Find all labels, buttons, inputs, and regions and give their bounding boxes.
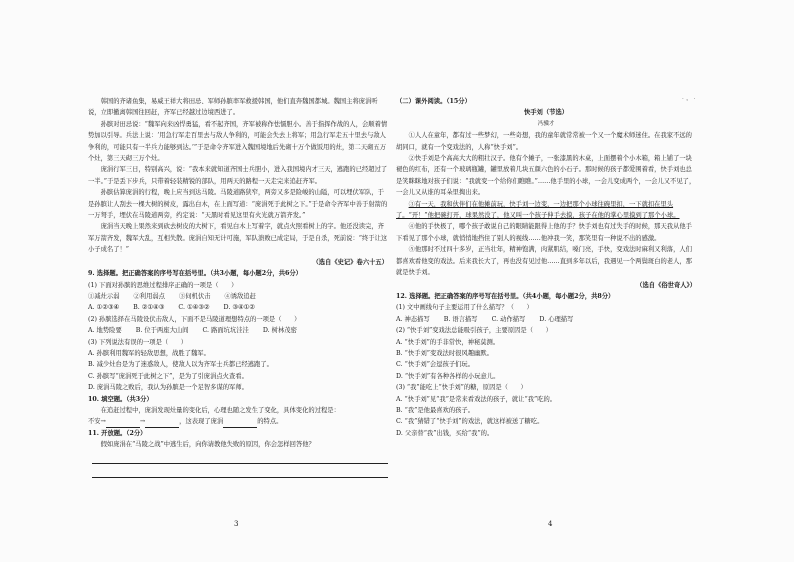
- option: C. “我”猜错了“快手刘”的戏法，就这样被送了糖吃。: [396, 418, 544, 426]
- question-9-3: (3) 下列说法有误的一项是（ ）: [88, 338, 188, 346]
- option: B. “快手刘”变戏法时很风趣幽默。: [396, 349, 493, 357]
- passage-author: 冯骥才: [537, 120, 555, 127]
- answer-blank[interactable]: [223, 420, 257, 428]
- option: C. ①④③②: [178, 304, 210, 312]
- answer-blank[interactable]: [145, 420, 179, 428]
- option: A. “快手刘”的手非常快，神秘莫测。: [396, 338, 500, 346]
- passage-paragraph: 庞涓行军三日，特别高兴，说：“我本来就知道齐国士兵胆小，进入我国境内才三天，逃跑的已经超过了一半。”于是丢下步兵，只带着轻装精锐的部队，用两天的路程一天走完来追赶齐军。: [88, 166, 388, 185]
- option: C. 路面坑坑洼洼: [202, 327, 249, 335]
- question-10-body: 在追赶过程中，庞涓发现灶量的变化后，心理也随之发生了变化，具体变化的过程是：: [100, 406, 340, 414]
- passage-paragraph: ⑤他那时不过四十多岁，正当壮年，精神饱满，肉紧肌结，嗓门亮，手快，变戏法时麻利又利落，人们都喜欢看他变的戏法。后来我长大了，再也没有见过他……直到多年以后，我遇见一个两鬓斑白的老人，那就是快手刘。: [396, 246, 692, 277]
- option: D. 心理描写: [539, 315, 574, 323]
- question-12-2: (2) “快手刘”变戏法总能吸引孩子，主要原因是（ ）: [396, 327, 552, 335]
- answer-blank[interactable]: [106, 420, 140, 428]
- question-12-stem: 12. 选择题。把正确答案的序号写在括号里。（共4小题，每小题2分，共8分）: [396, 292, 615, 300]
- option: D. “快手刘”有各种各样的小玩意儿。: [396, 372, 500, 380]
- passage-paragraph: ③有一天，我和伙伴们在他摊前玩，快手刘一边变，一边把那个小球往碗里扣，一下就扣在里头了。“开！”他把碗打开，球果然没了，他又叫一个孩子伸手去摸，孩子在他的掌心里摸到了那个小球。: [396, 200, 680, 220]
- question-9-1-options: [88, 302, 388, 313]
- option: A. 孙膑利用魏军的轻敌思想，战胜了魏军。: [88, 349, 210, 357]
- option: A. “快手刘”见“我”是常来看戏法的孩子，就让“我”吃的。: [396, 395, 557, 403]
- passage-paragraph: ①人人在童年，都有过一些梦幻，一些奇想，我的童年就常常被一个又一个魔术师迷住。在我家不远的胡同口，就有一个变戏法的，人称“快手刘”。: [396, 132, 692, 151]
- option: C. 动作描写: [491, 315, 526, 323]
- question-12-1-options: [396, 314, 696, 325]
- option: B. ②①④③: [133, 304, 165, 312]
- sequence-item: ②利用弱点: [133, 292, 165, 300]
- option: B. 位于两座大山间: [135, 327, 189, 335]
- passage-paragraph: ④他的手快极了，哪个孩子敢说自己的眼睛能跟得上他的手？快手刘也有过失手的时候，那天我从他手下看见了那个小球，就悄悄地挡住了别人的视线……他冲我一笑，那笑里有一种说不出的感激。: [396, 223, 692, 242]
- answer-line[interactable]: [92, 466, 388, 478]
- sequence-item: ①减灶示弱: [88, 292, 120, 300]
- sequence-item: ④诱敌追赶: [224, 292, 256, 300]
- passage-source: （选自《俗世奇人》）: [636, 281, 696, 289]
- option: D. 树林茂密: [262, 327, 297, 335]
- option: C. “快手刘”会逗孩子们玩。: [396, 361, 475, 369]
- question-9-1: (1) 下面对孙膑的思维过程排序正确的一项是（ ）: [88, 281, 238, 289]
- page-number: 3: [234, 520, 239, 528]
- page-number: 4: [548, 520, 553, 528]
- passage-title: 快手刘（节选）: [523, 109, 569, 117]
- option: B. 语言描写: [443, 315, 478, 323]
- question-9-2-options: [88, 325, 388, 336]
- passage-paragraph: 庞涓当天晚上果然来到砍去树皮的大树下，看见白木上写着字，就点火照看树上的字。他还没读完，齐军万箭齐发，魏军大乱，互相失散。庞涓自知无计可施，军队溃败已成定局，于是自杀，死前说：“终于让这小子成名了！”: [88, 223, 388, 254]
- question-12-1: (1) 文中画线句子主要运用了什么描写？（ ）: [396, 304, 533, 312]
- question-9-stem: 9. 选择题。把正确答案的序号写在括号里。（共3小题，每小题2分，共6分）: [88, 270, 302, 278]
- question-12-3: (3) “我”能吃上“快手刘”的糖，原因是（ ）: [396, 384, 527, 392]
- option: C. 孙膑写“庞涓死于此树之下”，是为了引庞涓点火查看。: [88, 372, 248, 380]
- option: A. 神态描写: [396, 315, 430, 323]
- passage-paragraph: 韩国的齐诸鱼集，易威王祥大将田忌、军师孙膑率军救援韩国，他们直奔魏国都城。魏国主将庞涓听说，立即撤离韩国往回赶，齐军已经越过边境西进了。: [88, 98, 378, 117]
- passage-source: （选自《史记》卷六十五）: [312, 258, 388, 266]
- option: D. 父亲替“我”出钱，买给“我”的。: [396, 429, 494, 437]
- section-heading: （二）课外阅读。（15分）: [396, 98, 471, 105]
- option: B. 减少灶台是为了迷惑敌人，使敌人以为齐军士兵都已经逃跑了。: [88, 361, 273, 369]
- passage-paragraph: 孙膑估算庞涓的行程，晚上应当到达马陵。马陵道路狭窄，两旁又多是险峻的山隘，可以埋伏军队，于是孙膑让人刮去一棵大树的树皮，露出白木，在上面写道：“庞涓死于此树之下。”于是命令齐军中善于射箭的一万弩手，埋伏在马陵道两旁，约定说：“天黑时看见这里有火光就万箭齐发。”: [88, 189, 388, 220]
- answer-line[interactable]: [92, 452, 388, 464]
- option: D. 庞涓马陵之败后，我认为孙膑是一个足智多谋的军师。: [88, 384, 248, 392]
- option: A. 地势险要: [88, 327, 122, 335]
- left-page: [88, 96, 388, 480]
- passage-paragraph: 孙膑对田忌说：“魏军向来凶悍勇猛，看不起齐国，齐军被称作怯懦胆小。善于指挥作战的人，会顺着情势加以引导。兵法上说：‘用急行军走百里去与敌人争利的，可能会失去上将军；用急行军走五十里去与敌人争利的，可能只有一半兵力能够到达。’”于是命令齐军进入魏国境地后先砌十万个做饭用的灶，第二天砌五万个灶，第三天砌三万个灶。: [88, 120, 388, 163]
- sequence-item: ③伺机伏击: [178, 292, 211, 300]
- question-10-stem: 10. 填空题。（共3分）: [88, 395, 153, 403]
- question-9-2: (2) 孙膑选择在马陵设伏击敌人，下面不是马陵道理想特点的一项是（ ）: [88, 315, 301, 323]
- passage-paragraph: ②快手刘是个高高大大的粗壮汉子。他有个摊子，一张漆黑的木桌，上面摆着个小木箱，箱上铺了一块褪色的红布，还有一个玻璃瓶罐，罐里放着几块五颜六色的小石子。那时候的孩子都爱围着看，快手刘也总是笑眯眯地对孩子们说：“我就变一个给你们瞧瞧。”……他手里的小球，一会儿变成两个，一会儿又不见了，一会儿又从谁的耳朵里掏出来。: [396, 155, 696, 197]
- option: D. ③④①②: [223, 304, 255, 312]
- question-11-stem: 11. 开放题。（2分）: [88, 429, 147, 437]
- right-page: [396, 96, 696, 439]
- option: B. “我”是他最喜欢的孩子。: [396, 406, 475, 414]
- option: A. ①②③④: [88, 304, 120, 312]
- question-11-body: 假如庞涓在“马陵之战”中逃生后，向你请教他失败的原因，你会怎样回答他？: [100, 441, 315, 449]
- question-9-1-items: [88, 291, 388, 302]
- question-10-fill: 不安→ → ，这表现了庞涓 的特点。: [88, 416, 388, 427]
- handwriting-mark: · 。 ·: [682, 96, 696, 102]
